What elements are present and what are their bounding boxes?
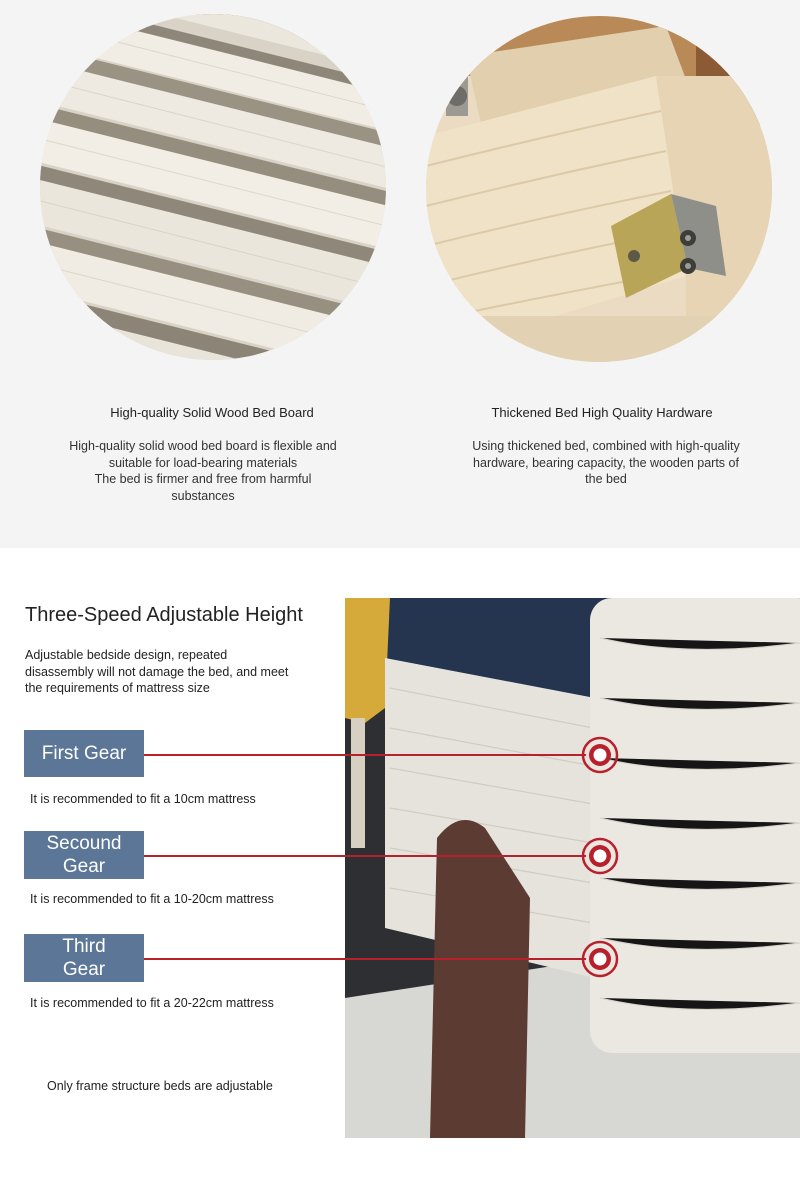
second-gear-note: It is recommended to fit a 10-20cm mattress (30, 892, 274, 906)
bed-side-photo (345, 598, 800, 1138)
features-section (0, 0, 800, 548)
first-gear-note: It is recommended to fit a 10cm mattress (30, 792, 256, 806)
third-gear-label: Third Gear (24, 934, 144, 982)
hardware-bracket-image (426, 16, 772, 362)
third-gear-note: It is recommended to fit a 20-22cm mattress (30, 996, 274, 1010)
section-description: Adjustable bedside design, repeated disassembly will not damage the bed, and meet the requirements of mattress size (25, 648, 289, 695)
feature-title-hardware: Thickened Bed High Quality Hardware (491, 405, 713, 420)
footnote: Only frame structure beds are adjustable (47, 1079, 273, 1093)
first-gear-label: First Gear (24, 730, 144, 777)
feature-description-hardware: Using thickened bed, combined with high-quality hardware, bearing capacity, the wooden parts of the bed (472, 439, 740, 486)
feature-description-wood-board: High-quality solid wood bed board is flexible and suitable for load-bearing materials The bed is firmer and free from harmful substances (69, 439, 337, 503)
section-title: Three-Speed Adjustable Height (25, 604, 303, 626)
wood-slats-image (40, 14, 386, 360)
feature-title-wood-board: High-quality Solid Wood Bed Board (110, 405, 314, 420)
adjustable-height-section (0, 548, 800, 1187)
second-gear-label: Secound Gear (24, 831, 144, 879)
